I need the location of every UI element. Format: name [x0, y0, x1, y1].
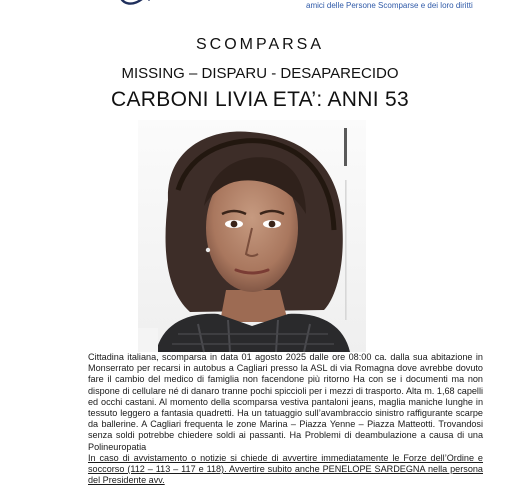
notice-status: SCOMPARSA	[195, 36, 325, 53]
portrait-image	[138, 120, 366, 352]
logo-mark-icon	[117, 0, 151, 8]
person-description: Cittadina italiana, scomparsa in data 01 agosto 2025 dalle ore 08:00 ca. dalla sua abitazione in Monserrato per recarsi in autobus a Cagliari presso la ASL di via Romagna dove avrebbe dovuto fare il cambio del medico di famiglia non facendone più ritorno Ha con se i documenti ma non dispone di cellulare né di danaro tranne pochi spiccioli per i mezzi di trasporto. Alta m. 1,68 capelli ed occhi castani. Al momento della scomparsa vestiva pantaloni jeans, maglia maniche lunghe in tessuto leggero a fantasia quadretti. Ha un tatuaggio sull’avambraccio sinistro raffigurante scarpe da ballerine. A Cagliari frequenta le zone Marina – Piazza Yenne – Piazza Matteotti. Trovandosi senza soldi potrebbe chiedere soldi ai passanti. Ha Problemi di deambulazione a causa di una Polineuropatia	[88, 352, 483, 452]
missing-person-photo	[138, 120, 366, 352]
notice-body	[88, 352, 483, 486]
contact-appeal: In caso di avvistamento o notizie si chiede di avvertire immediatamente le Forze dell’Ordine e soccorso (112 – 113 – 117 e 118). Avvertire subito anche PENELOPE SARDEGNA nella persona del Presidente avv.	[88, 452, 483, 486]
missing-person-name-age: CARBONI LIVIA ETA’: ANNI 53	[111, 88, 409, 111]
notice-languages: MISSING – DISPARU - DESAPARECIDO	[121, 65, 399, 82]
org-tagline: amici delle Persone Scomparse e dei loro diritti	[306, 1, 473, 10]
